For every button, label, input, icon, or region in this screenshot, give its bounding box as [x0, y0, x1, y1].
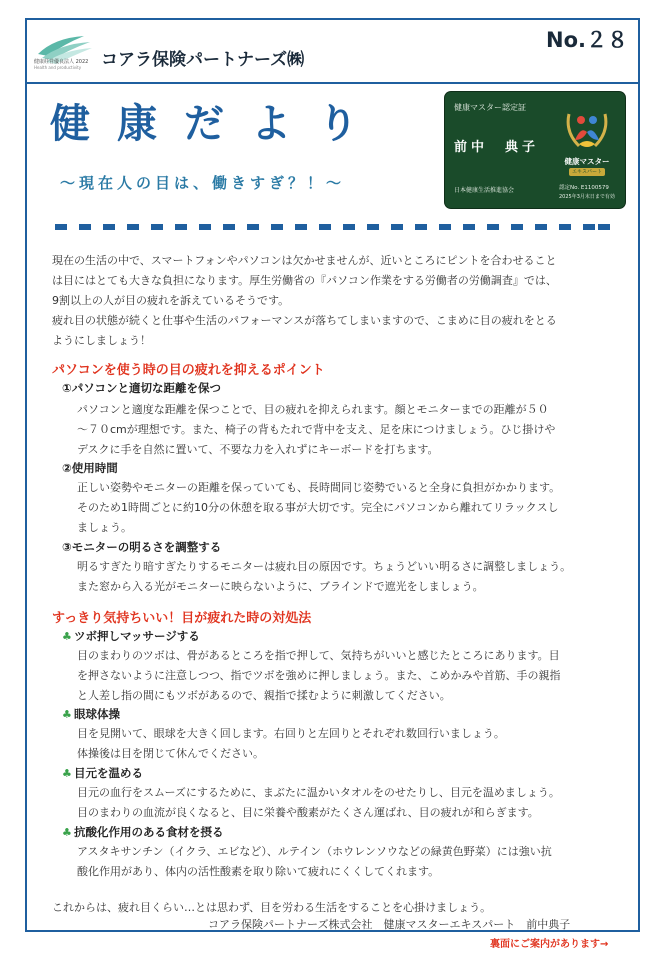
item-body [77, 783, 622, 823]
card-badge-label: 健康マスター [564, 157, 610, 166]
card-organization: 日本健康生活推進協会 [454, 187, 515, 194]
card-cert-number: 認定No. E1100579 [559, 185, 609, 191]
company-name: コアラ保険パートナーズ㈱ [101, 50, 305, 70]
item-line: アスタキサンチン（イクラ、エビなど）、ルテイン（ホウレンソウなどの緑黄色野菜）には強い抗 [77, 845, 552, 858]
newsletter-subtitle: ～現在人の目は、働きすぎ？！～ [60, 174, 346, 192]
clover-icon: ♣ [62, 826, 72, 839]
item-body [77, 842, 622, 882]
logo-text: 健康経営優良法人 2022 [34, 59, 89, 65]
item-line: を押さないように注意しつつ、指でツボを強めに押しましょう。また、こめかみや首筋、手の親指 [77, 669, 561, 682]
item-heading: ♣ 眼球体操 [62, 707, 120, 721]
header-divider [27, 82, 638, 84]
item-heading: ③モニターの明るさを調整する [62, 540, 222, 554]
item-line: 正しい姿勢やモニターの距離を保っていても、長時間同じ姿勢でいると全身に負担がかかります。 [77, 481, 561, 494]
card-validity: 2025年3月末日まで有効 [559, 194, 615, 200]
item-body [77, 400, 622, 460]
laurel-badge-icon [559, 102, 615, 158]
page-frame-top [25, 18, 640, 20]
item-heading: ♣ 目元を温める [62, 766, 143, 780]
signature: コアラ保険パートナーズ株式会社 健康マスターエキスパート 前中典子 [208, 918, 571, 931]
back-page-note: 裏面にご案内があります→ [490, 939, 609, 950]
item-line: ～７０cmが理想です。また、椅子の背もたれで背中を支え、足を床につけましょう。ひじ掛けや [77, 423, 556, 436]
section-heading-relief: すっきり気持ちいい！目が疲れた時の対処法 [52, 611, 312, 626]
item-heading: ♣ ツボ押しマッサージする [62, 629, 200, 643]
item-line: 体操後は目を閉じて休んでください。 [77, 747, 264, 760]
intro-line: ようにしましょう！ [52, 334, 151, 347]
newsletter-title: 健康だより [50, 100, 385, 147]
certification-card [445, 92, 625, 208]
card-badge-sub: エキスパート [569, 168, 605, 176]
intro-line: 9割以上の人が目の疲れを訴えているそうです。 [52, 294, 290, 307]
item-line: 目のまわりのツボは、骨があるところを指で押して、気持ちがいいと感じたところにあります。目 [77, 649, 560, 662]
item-body [77, 557, 622, 597]
closing-text: これからは、疲れ目くらい…とは思わず、目を労わる生活をすることを心掛けましょう。 [52, 901, 492, 914]
page-frame-left [25, 18, 27, 930]
item-line: パソコンと適度な距離を保つことで、目の疲れを抑えられます。顔とモニターまでの距離が５０ [77, 403, 549, 416]
item-body [77, 724, 622, 764]
item-body [77, 646, 622, 706]
card-title: 健康マスター認定証 [454, 103, 526, 112]
clover-icon: ♣ [62, 708, 72, 721]
issue-number: No.２８ [546, 28, 628, 52]
card-holder-name: 前中 典子 [454, 140, 540, 155]
item-line: 目元の血行をスムーズにするために、まぶたに温かいタオルをのせたりし、目元を温めましょう。 [77, 786, 560, 799]
intro-paragraph [52, 251, 622, 351]
item-line: 目を見開いて、眼球を大きく回します。右回りと左回りとそれぞれ数回行いましょう。 [77, 727, 505, 740]
intro-line: 疲れ目の状態が続くと仕事や生活のパフォーマンスが落ちてしまいますので、こまめに目の疲れをとる [52, 314, 557, 327]
item-line: ましょう。 [77, 521, 132, 534]
item-line: と人差し指の間にもツボがあるので、親指で揉むように刺激してください。 [77, 689, 451, 702]
item-body [77, 478, 622, 538]
item-line: また窓から入る光がモニターに映らないように、ブラインドで遮光をしましょう。 [77, 580, 484, 593]
dashed-divider [55, 224, 610, 230]
item-line: そのため1時間ごとに約10分の休憩を取る事が大切です。完全にパソコンから離れてリラックスし [77, 501, 559, 514]
item-heading: ②使用時間 [62, 461, 118, 475]
item-line: 酸化作用があり、体内の活性酸素を取り除いて疲れにくくしてくれます。 [77, 865, 440, 878]
logo-subtext: Health and productivity [34, 65, 82, 70]
item-heading: ♣ 抗酸化作用のある食材を摂る [62, 825, 224, 839]
intro-line: 現在の生活の中で、スマートフォンやパソコンは欠かせませんが、近いところにピントを合わせること [52, 254, 557, 267]
intro-line: は目にはとても大きな負担になります。厚生労働省の『パソコン作業をする労働者の労働調査』では、 [52, 274, 557, 287]
clover-icon: ♣ [62, 630, 72, 643]
item-line: 明るすぎたり暗すぎたりするモニターは疲れ目の原因です。ちょうどいい明るさに調整しましょう。 [77, 560, 572, 573]
clover-icon: ♣ [62, 767, 72, 780]
section-heading-pc: パソコンを使う時の目の疲れを抑えるポイント [52, 363, 325, 378]
item-line: 目のまわりの血流が良くなると、目に栄養や酸素がたくさん運ばれ、目の疲れが和らぎます。 [77, 806, 539, 819]
item-line: デスクに手を自然に置いて、不要な力を入れずにキーボードを打ちます。 [77, 443, 439, 456]
page-frame-right [638, 18, 640, 930]
item-heading: ①パソコンと適切な距離を保つ [62, 381, 222, 395]
